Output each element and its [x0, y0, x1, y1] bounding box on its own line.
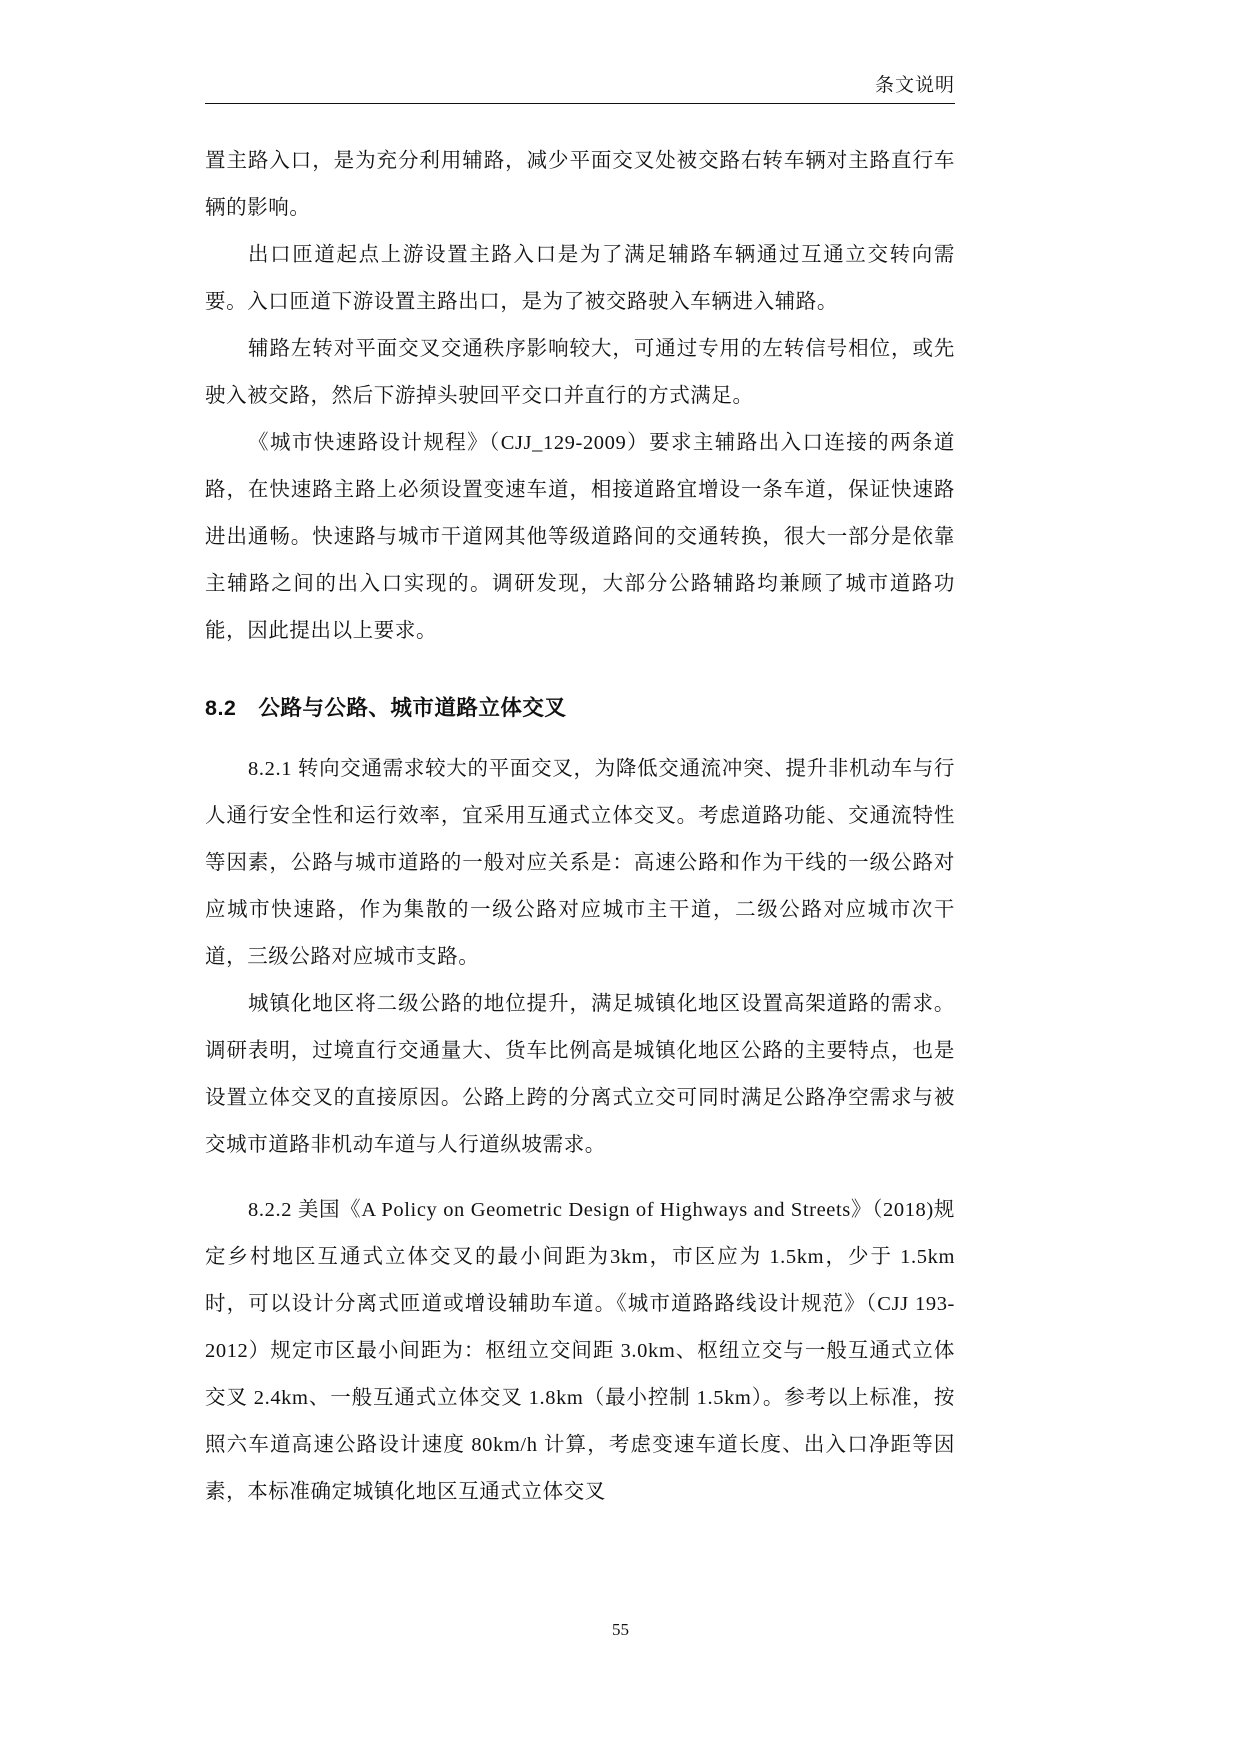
- section-title: 公路与公路、城市道路立体交叉: [258, 696, 567, 720]
- header-right-label: 条文说明: [874, 75, 955, 96]
- paragraph-8-2-1-b: 城镇化地区将二级公路的地位提升，满足城镇化地区设置高架道路的需求。调研表明，过境直行交通量大、货车比例高是城镇化地区公路的主要特点，也是设置立体交叉的直接原因。公路上跨的分离式立交可同时满足公路净空需求与被交城市道路非机动车道与人行道纵坡需求。: [205, 993, 955, 1156]
- page-header: [205, 70, 955, 103]
- paragraph-1: 置主路入口，是为充分利用辅路，减少平面交叉处被交路右转车辆对主路直行车辆的影响。: [205, 150, 955, 219]
- paragraph-8-2-2: 8.2.2 美国《A Policy on Geometric Design of Highways and Streets》（2018)规定乡村地区互通式立体交叉的最小间距为3km，市区应为 1.5km，少于 1.5km 时，可以设计分离式匝道或增设辅助车道。《城市道路路线设计规范》（CJJ 193-2012）规定市区最小间距为：枢纽立交间距 3.0km、枢纽立交与一般互通式立体交叉 2.4km、一般互通式立体交叉 1.8km（最小控制 1.5km）。参考以上标准，按照六车道高速公路设计速度 80km/h 计算，考虑变速车道长度、出入口净距等因素，本标准确定城镇化地区互通式立体交叉: [205, 1199, 955, 1503]
- section-heading: [205, 691, 955, 722]
- page-number: 55: [612, 1620, 629, 1639]
- paragraph-spacer: [205, 1169, 955, 1187]
- paragraph-8-2-1: 8.2.1 转向交通需求较大的平面交叉，为降低交通流冲突、提升非机动车与行人通行安全性和运行效率，宜采用互通式立体交叉。考虑道路功能、交通流特性等因素，公路与城市道路的一般对应关系是：高速公路和作为干线的一级公路对应城市快速路，作为集散的一级公路对应城市主干道，二级公路对应城市次干道，三级公路对应城市支路。: [205, 758, 955, 968]
- paragraph-2: 出口匝道起点上游设置主路入口是为了满足辅路车辆通过互通立交转向需要。入口匝道下游设置主路出口，是为了被交路驶入车辆进入辅路。: [205, 244, 955, 313]
- paragraph-4: 《城市快速路设计规程》（CJJ_129-2009）要求主辅路出入口连接的两条道路，在快速路主路上必须设置变速车道，相接道路宜增设一条车道，保证快速路进出通畅。快速路与城市干道网其他等级道路间的交通转换，很大一部分是依靠主辅路之间的出入口实现的。调研发现，大部分公路辅路均兼顾了城市道路功能，因此提出以上要求。: [205, 432, 955, 642]
- page-content: [205, 70, 955, 1516]
- paragraph-3: 辅路左转对平面交叉交通秩序影响较大，可通过专用的左转信号相位，或先驶入被交路，然后下游掉头驶回平交口并直行的方式满足。: [205, 338, 955, 407]
- header-divider: [205, 103, 955, 104]
- section-number: 8.2: [205, 696, 237, 720]
